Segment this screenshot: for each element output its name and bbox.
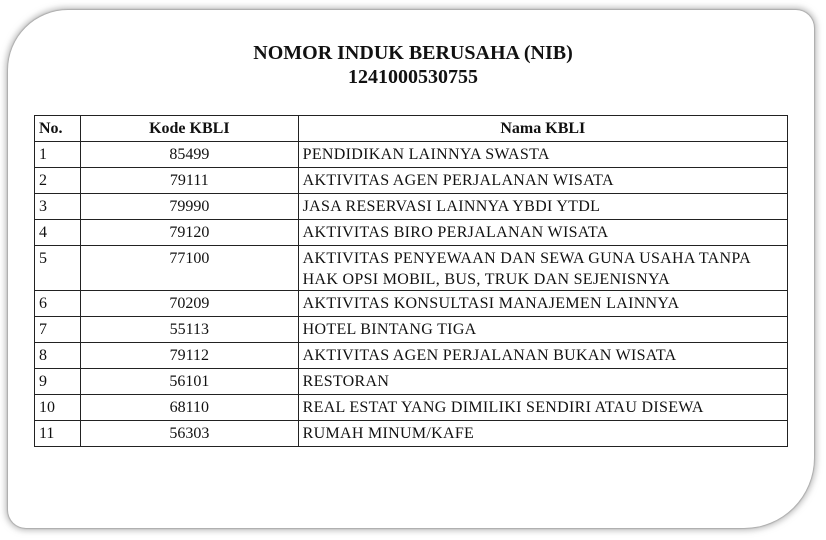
header-kode-kbli: Kode KBLI — [80, 116, 298, 142]
cell-kode-kbli: 79111 — [80, 168, 298, 194]
cell-no: 5 — [35, 246, 81, 291]
cell-kode-kbli: 68110 — [80, 395, 298, 421]
cell-no: 8 — [35, 343, 81, 369]
cell-kode-kbli: 77100 — [80, 246, 298, 291]
document-title: NOMOR INDUK BERUSAHA (NIB) — [253, 42, 573, 64]
cell-nama-kbli: AKTIVITAS PENYEWAAN DAN SEWA GUNA USAHA TANPA HAK OPSI MOBIL, BUS, TRUK DAN SEJENISNYA — [298, 246, 787, 291]
cell-nama-kbli: AKTIVITAS AGEN PERJALANAN BUKAN WISATA — [298, 343, 787, 369]
cell-nama-kbli: REAL ESTAT YANG DIMILIKI SENDIRI ATAU DISEWA — [298, 395, 787, 421]
cell-no: 9 — [35, 369, 81, 395]
cell-nama-kbli: AKTIVITAS KONSULTASI MANAJEMEN LAINNYA — [298, 291, 787, 317]
cell-no: 3 — [35, 194, 81, 220]
header-no: No. — [35, 116, 81, 142]
cell-kode-kbli: 55113 — [80, 317, 298, 343]
cell-no: 4 — [35, 220, 81, 246]
table-row — [35, 395, 788, 421]
nib-number: 1241000530755 — [348, 66, 478, 88]
cell-no: 10 — [35, 395, 81, 421]
cell-kode-kbli: 85499 — [80, 142, 298, 168]
table-row — [35, 421, 788, 447]
table-row — [35, 142, 788, 168]
cell-nama-kbli: AKTIVITAS BIRO PERJALANAN WISATA — [298, 220, 787, 246]
cell-kode-kbli: 79990 — [80, 194, 298, 220]
cell-nama-kbli: JASA RESERVASI LAINNYA YBDI YTDL — [298, 194, 787, 220]
cell-kode-kbli: 70209 — [80, 291, 298, 317]
table-header-row — [35, 116, 788, 142]
cell-kode-kbli: 56303 — [80, 421, 298, 447]
cell-kode-kbli: 56101 — [80, 369, 298, 395]
table-row — [35, 194, 788, 220]
table-row — [35, 291, 788, 317]
table-row — [35, 369, 788, 395]
table-row — [35, 317, 788, 343]
table-body — [35, 142, 788, 447]
cell-no: 1 — [35, 142, 81, 168]
cell-kode-kbli: 79112 — [80, 343, 298, 369]
table-row — [35, 246, 788, 291]
cell-no: 6 — [35, 291, 81, 317]
header-nama-kbli: Nama KBLI — [298, 116, 787, 142]
cell-nama-kbli: PENDIDIKAN LAINNYA SWASTA — [298, 142, 787, 168]
cell-kode-kbli: 79120 — [80, 220, 298, 246]
cell-no: 11 — [35, 421, 81, 447]
table-row — [35, 168, 788, 194]
cell-no: 7 — [35, 317, 81, 343]
cell-nama-kbli: AKTIVITAS AGEN PERJALANAN WISATA — [298, 168, 787, 194]
cell-nama-kbli: RESTORAN — [298, 369, 787, 395]
kbli-table — [34, 115, 788, 447]
table-row — [35, 220, 788, 246]
cell-no: 2 — [35, 168, 81, 194]
cell-nama-kbli: HOTEL BINTANG TIGA — [298, 317, 787, 343]
table-row — [35, 343, 788, 369]
cell-nama-kbli: RUMAH MINUM/KAFE — [298, 421, 787, 447]
